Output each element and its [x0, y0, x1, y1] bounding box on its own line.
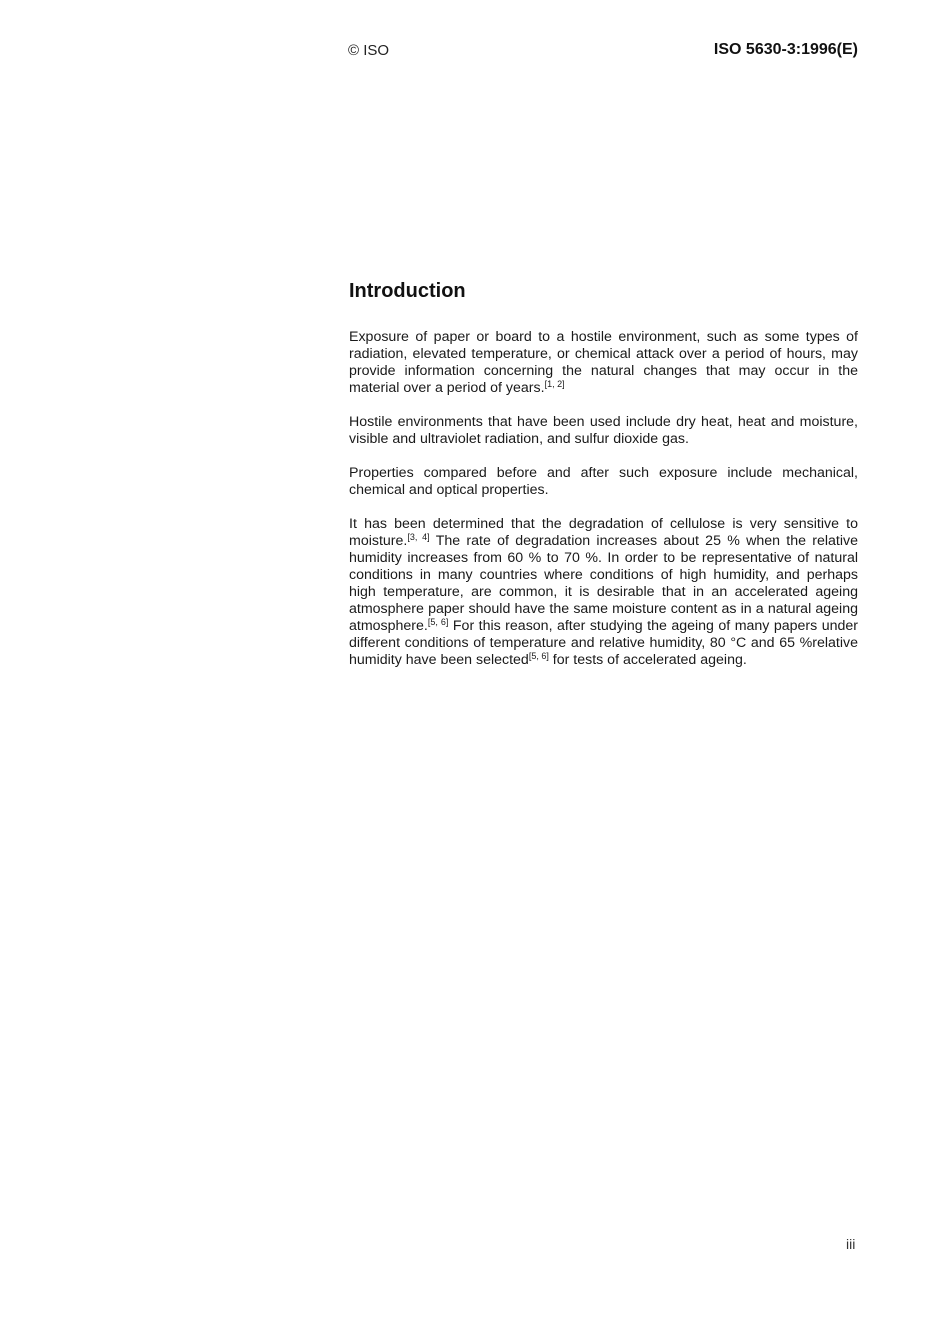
reference-citation: [1, 2] [544, 379, 565, 389]
paragraph-degradation [349, 516, 858, 669]
section-title: Introduction [349, 280, 466, 302]
paragraph-text: The rate of degradation increases about 25 % when the relative humidity increases from 60 % to 70 %. In order to be representative of natural conditions in many countries where conditions of high humidity, and perhaps high temperature, are common, it is desirable that in an accelerated ageing atmosphere paper should have the same moisture content as in a natural ageing atmosphere. [349, 533, 859, 634]
paragraph-text: for tests of accelerated ageing. [548, 652, 747, 668]
paragraph-hostile-environments: Hostile environments that have been used include dry heat, heat and moisture, visible and ultraviolet radiation, and sulfur dioxide gas. [349, 414, 858, 447]
standard-number-header: ISO 5630-3:1996(E) [713, 41, 858, 58]
paragraph-text: For this reason, after studying the ageing of many papers under different conditions of temperature and relative humidity, 80 °C and 65 %relative humidity have been selected [349, 618, 858, 668]
paragraph-text: It has been determined that the degradation of cellulose is very sensitive to moisture. [349, 516, 858, 549]
paragraph-text: Exposure of paper or board to a hostile environment, such as some types of radiation, elevated temperature, or chemical attack over a period of hours, may provide information concerning the natural changes that may occur in the material over a period of years. [349, 329, 858, 396]
paragraph-properties: Properties compared before and after such exposure include mechanical, chemical and optical properties. [349, 465, 858, 498]
reference-citation: [5, 6] [427, 617, 449, 627]
reference-citation: [3, 4] [407, 532, 430, 542]
copyright-header: © ISO [348, 42, 390, 59]
paragraph-exposure [349, 329, 858, 397]
body-text [349, 329, 858, 686]
reference-citation: [5, 6] [528, 651, 549, 661]
page-number: iii [846, 1236, 856, 1252]
